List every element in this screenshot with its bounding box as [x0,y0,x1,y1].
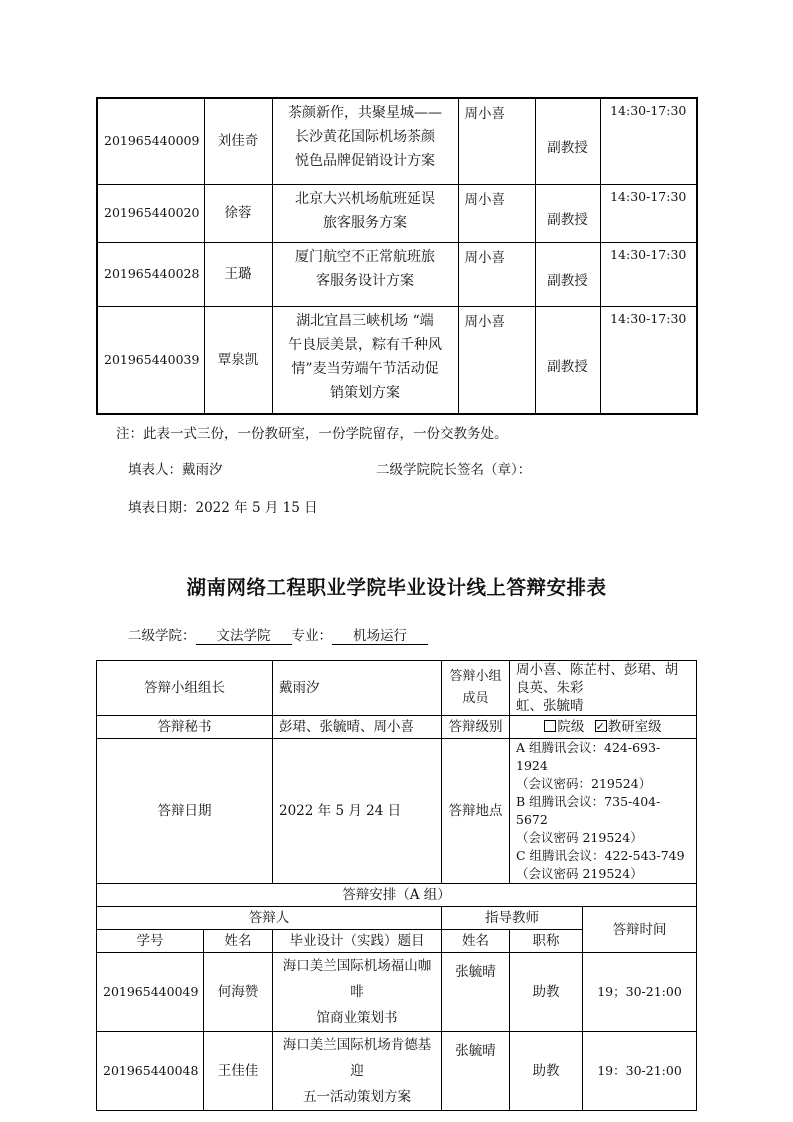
dept-level-checkbox[interactable] [595,720,607,732]
topic: 厦门航空不正常航班旅 客服务设计方案 [272,242,458,306]
page-title: 湖南网络工程职业学院毕业设计线上答辩安排表 [186,576,607,599]
defense-schedule-table-continued [96,97,698,415]
place-label: 答辩地点 [442,739,510,884]
student-id: 201965440028 [97,242,204,306]
advisor-rank: 副教授 [535,184,600,242]
topic-header: 毕业设计（实践）题目 [273,930,442,953]
student-id: 201965440009 [97,98,204,184]
defense-arrangement-table [96,660,697,1111]
level-label: 答辩级别 [442,716,510,739]
student-name: 何海赞 [204,953,273,1032]
table-row [97,953,697,1032]
student-id: 201965440049 [97,953,204,1032]
student-name: 覃泉凯 [204,306,272,414]
college-level-label: 院级 [557,719,585,735]
date-label: 答辩日期 [97,739,273,884]
student-id: 201965440039 [97,306,204,414]
advisor-name: 周小喜 [458,184,535,242]
defense-time: 14:30-17:30 [600,98,697,184]
advisor-rank: 副教授 [535,98,600,184]
table-row [97,242,697,306]
table-row [97,884,697,907]
place-value: A 组腾讯会议：424-693-1924 （会议密码：219524） B 组腾讯会议：735-404-5672 （会议密码 219524） C 组腾讯会议：422-543-749 （会议密码 219524） [510,739,697,884]
rank-header: 职称 [510,930,583,953]
leader-value: 戴雨汐 [273,661,442,716]
college-major-line [128,624,428,645]
topic: 海口美兰国际机场肯德基迎 五一活动策划方案 [273,1032,442,1111]
defense-time: 19；30-21:00 [583,953,697,1032]
id-header: 学号 [97,930,204,953]
table-row [97,716,697,739]
table-row [97,907,697,930]
table-row [97,306,697,414]
topic: 湖北宜昌三峡机场 “端 午良辰美景，粽有千种风 情”麦当劳端午节活动促 销策划方案 [272,306,458,414]
level-options [510,716,697,739]
table-row [97,661,697,716]
advisor-name: 周小喜 [458,306,535,414]
dean-signature-label: 二级学院院长签名（章）： [376,462,532,478]
defense-time: 14:30-17:30 [600,184,697,242]
table-row [97,98,697,184]
advisor-header: 指导教师 [442,907,583,930]
college-value: 文法学院 [196,624,292,645]
name-header: 姓名 [204,930,273,953]
student-name: 王佳佳 [204,1032,273,1111]
table-row [97,184,697,242]
advisor-rank: 助教 [510,953,583,1032]
student-name: 王璐 [204,242,272,306]
advisor-name: 周小喜 [458,98,535,184]
arrangement-header: 答辩安排（A 组） [97,884,697,907]
student-name: 徐蓉 [204,184,272,242]
student-name: 刘佳奇 [204,98,272,184]
student-header: 答辩人 [97,907,442,930]
advisor-rank: 副教授 [535,242,600,306]
advisor-name: 周小喜 [458,242,535,306]
table-row [97,1032,697,1111]
defense-time: 14:30-17:30 [600,306,697,414]
date-value: 2022 年 5 月 24 日 [273,739,442,884]
secretary-label: 答辩秘书 [97,716,273,739]
topic: 茶颜新作，共聚星城—— 长沙黄花国际机场茶颜 悦色品牌促销设计方案 [272,98,458,184]
advisor-rank: 副教授 [535,306,600,414]
teacher-name-header: 姓名 [442,930,510,953]
advisor-name: 张毓晴 [442,1032,510,1111]
student-id: 201965440048 [97,1032,204,1111]
major-label: 专业： [291,628,332,644]
fill-date: 填表日期：2022 年 5 月 15 日 [128,500,318,516]
college-level-checkbox[interactable] [544,720,556,732]
major-value: 机场运行 [332,624,428,645]
college-label: 二级学院： [128,628,196,644]
time-header: 答辩时间 [583,907,697,953]
advisor-rank: 助教 [510,1032,583,1111]
filler-name: 填表人：戴雨汐 [128,462,223,478]
table-row [97,739,697,884]
topic: 海口美兰国际机场福山咖啡 馆商业策划书 [273,953,442,1032]
topic: 北京大兴机场航班延误 旅客服务方案 [272,184,458,242]
advisor-name: 张毓晴 [442,953,510,1032]
defense-time: 14:30-17:30 [600,242,697,306]
members-value: 周小喜、陈芷村、彭珺、胡良英、朱彩 虹、张毓晴 [510,661,697,716]
members-label: 答辩小组成员 [442,661,510,716]
table-note: 注：此表一式三份，一份教研室，一份学院留存，一份交教务处。 [116,426,508,442]
defense-time: 19：30-21:00 [583,1032,697,1111]
student-id: 201965440020 [97,184,204,242]
dept-level-label: 教研室级 [607,719,662,735]
leader-label: 答辩小组组长 [97,661,273,716]
secretary-value: 彭珺、张毓晴、周小喜 [273,716,442,739]
